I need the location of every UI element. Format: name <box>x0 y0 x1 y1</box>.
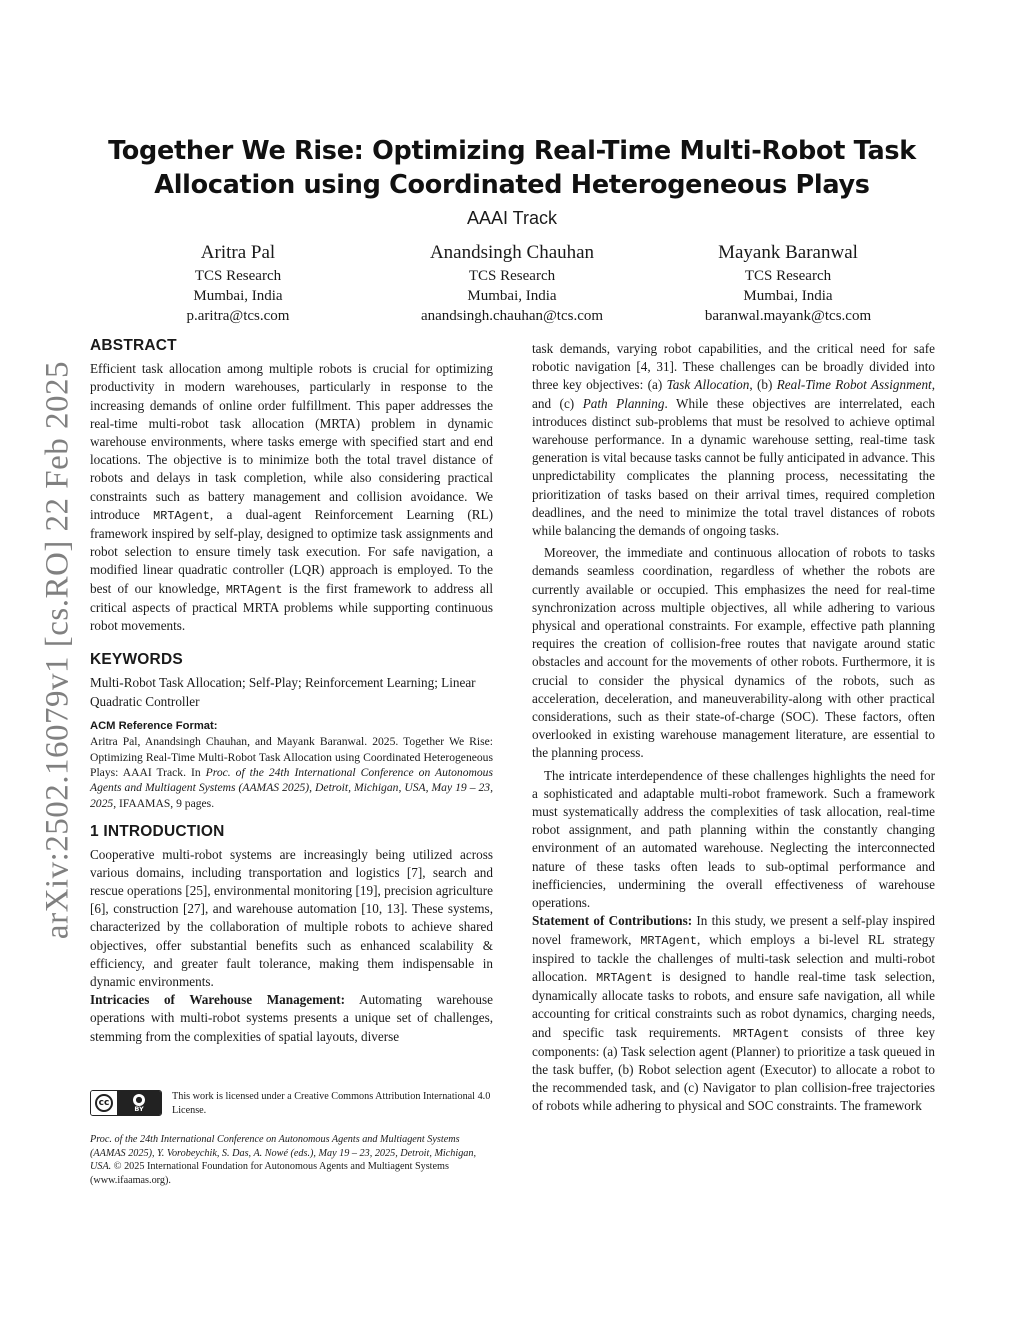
cc-by-badge[interactable] <box>90 1090 162 1116</box>
author-location: Mumbai, India <box>193 288 283 304</box>
author-email[interactable]: p.aritra@tcs.com <box>186 308 290 324</box>
author-affiliation: TCS Research <box>194 268 282 284</box>
intro-paragraph: Cooperative multi-robot systems are increasingly being utilized across various domains, including transportation and logistics [7], search and rescue operations [25], environmental monitoring [19], precision agriculture [6], construction [27], and warehouse automation [10, 13]. These systems, characterized by the collaboration of multiple robots to achieve shared objectives, offer substantial benefits such as enhanced scalability & efficiency, and greater fault tolerance, making them indispensable in dynamic environments. <box>90 846 493 989</box>
license-box <box>90 1090 493 1117</box>
left-column <box>90 337 493 1046</box>
code-mrtagent: MRTAgent <box>640 933 697 948</box>
author-name: Mayank Baranwal <box>718 242 858 263</box>
code-mrtagent: MRTAgent <box>225 582 283 597</box>
by-icon: ● BY <box>117 1091 161 1115</box>
cc-icon: cc <box>91 1091 117 1115</box>
allocation-paragraph: Moreover, the immediate and continuous allocation of robots to tasks demands seamless coordination, regardless of whether the robots are currently available or occupied. This emphasizes the need for real-time synchronization across multiple objectives, all while adhering to various physical and operational constraints. For example, effective path planning requires the creation of collision-free routes that navigate around static obstacles and account for the movements of other robots. Furthermore, it is crucial to consider the physical dynamics of the robots, such as acceleration, deceleration, and maneuverability-along with other practical considerations, such as their state-of-charge (SOC). These factors, often overlooked in existing warehouse management literature, are essential to the planning process. <box>532 545 935 761</box>
proceedings-footnote: Proc. of the 24th International Conference on Autonomous Agents and Multiagent Systems (AAMAS 2025), Y. Vorobeychik, S. Das, A. Nowé (eds.), May 19 – 23, 2025, Detroit, Michigan, USA. © 2025 International Foundation for Autonomous Agents and Multiagent Systems (www.ifaamas.org). <box>90 1134 477 1186</box>
author-location: Mumbai, India <box>743 288 833 304</box>
interdependence-paragraph: The intricate interdependence of these challenges highlights the need for a sophisticated and adaptable multi-robot framework. Such a framework must systematically address the complexities of task allocation, real-time robot assignment, and path planning within the constantly changing environment of an automated warehouse. Neglecting the interconnected nature of these tasks often leads to sub-optimal performance and inefficiencies, undermining the overall effectiveness of warehouse operations. <box>532 767 935 911</box>
author-email[interactable]: anandsingh.chauhan@tcs.com <box>420 308 604 324</box>
author-affiliation: TCS Research <box>744 268 832 284</box>
keywords-text: Multi-Robot Task Allocation; Self-Play; Reinforcement Learning; Linear Quadratic Controller <box>90 675 476 709</box>
author-location: Mumbai, India <box>467 288 557 304</box>
author-name: Aritra Pal <box>200 242 276 263</box>
author-name: Anandsingh Chauhan <box>429 242 595 263</box>
abstract-text: Efficient task allocation among multiple robots is crucial for optimizing productivity in modern warehouses, particularly in response to the increasing demands of online order fulfillment. This paper addresses the real-time multi-robot task allocation (MRTA) problem in dynamic warehouse environments, where tasks emerge with specified start and end locations. The objective is to minimize both the total travel distance of robots and delays in task completion, while also considering practical constraints such as battery management and collision avoidance. We introduce MRTAgent, a dual-agent Reinforcement Learning (RL) framework inspired by self-play, designed to optimize task assignments and robot selection to ensure timely task execution. For safe navigation, a modified linear quadratic controller (LQR) approach is employed. To the best of our knowledge, MRTAgent is the first framework to address all critical aspects of practical MRTA problems while supporting continuous robot movements. <box>90 361 493 634</box>
intricacies-paragraph: Intricacies of Warehouse Management: Automating warehouse operations with multi-robot systems presents a unique set of challenges, stemming from the complexities of spatial layouts, diverse <box>90 992 493 1044</box>
code-mrtagent: MRTAgent <box>153 508 210 523</box>
arxiv-stamp: arXiv:2502.16079v1 [cs.RO] 22 Feb 2025 <box>39 360 76 940</box>
introduction-heading: 1 INTRODUCTION <box>90 823 225 841</box>
author-affiliation: TCS Research <box>468 268 556 284</box>
code-mrtagent: MRTAgent <box>596 970 653 985</box>
right-column <box>532 340 935 1116</box>
keywords-heading: KEYWORDS <box>90 651 183 669</box>
author-email[interactable]: baranwal.mayank@tcs.com <box>704 308 872 324</box>
license-text: This work is licensed under a Creative Commons Attribution International 4.0 License. <box>172 1091 491 1116</box>
author-block <box>392 241 632 326</box>
code-mrtagent: MRTAgent <box>732 1026 790 1041</box>
acm-reference-text: Aritra Pal, Anandsingh Chauhan, and Mayank Baranwal. 2025. Together We Rise: Optimizing Real-Time Multi-Robot Task Allocation using Coordinated Heterogeneous Plays: AAAI Track. In Proc. of the 24th International Conference on Autonomous Agents and Multiagent Systems (AAMAS 2025), Detroit, Michigan, USA, May 19 – 23, 2025, IFAAMAS, 9 pages. <box>90 735 493 810</box>
track-label: AAAI Track <box>466 208 558 228</box>
author-block <box>682 241 894 326</box>
author-block <box>148 241 328 326</box>
challenges-paragraph: task demands, varying robot capabilities, and the critical need for safe robotic navigation [4, 31]. These challenges can be broadly divided into three key objectives: (a) Task Allocation, (b) Real-Time Robot Assignment, and (c) Path Planning. While these objectives are interrelated, each introduces distinct sub-problems that must be resolved to achieve optimal warehouse performance. In a dynamic warehouse setting, real-time task generation is vital because tasks cannot be fully anticipated in advance. This unpredictability complicates the planning process, necessitating the prioritization of tasks based on their arrival times, required completion deadlines, and the need to minimize the total travel distances of robots while balancing the demands of ongoing tasks. <box>532 341 936 539</box>
paper-title: Together We Rise: Optimizing Real-Time Multi-Robot Task Allocation using Coordinated Heterogeneous Plays <box>108 136 916 200</box>
contributions-paragraph: Statement of Contributions: In this study, we present a self-play inspired novel framework, MRTAgent, which employs a bi-level RL strategy inspired to tackle the challenges of multi-task selection and multi-robot allocation. MRTAgent is designed to handle real-time task selection, dynamically allocate tasks to robots, and ensure safe navigation, all while accounting for critical constraints such as robot dynamics, charging needs, and specific task requirements. MRTAgent consists of three key components: (a) Task selection agent (Planner) to prioritize a task queued in the task buffer, (b) Robot selection agent (Executor) to allocate a robot to the recommended task, and (c) Navigator to plan collision-free trajectories of robots while adhering to physical and SOC constraints. The framework <box>532 913 935 1114</box>
abstract-heading: ABSTRACT <box>90 337 177 354</box>
acm-reference-heading: ACM Reference Format: <box>90 719 218 732</box>
